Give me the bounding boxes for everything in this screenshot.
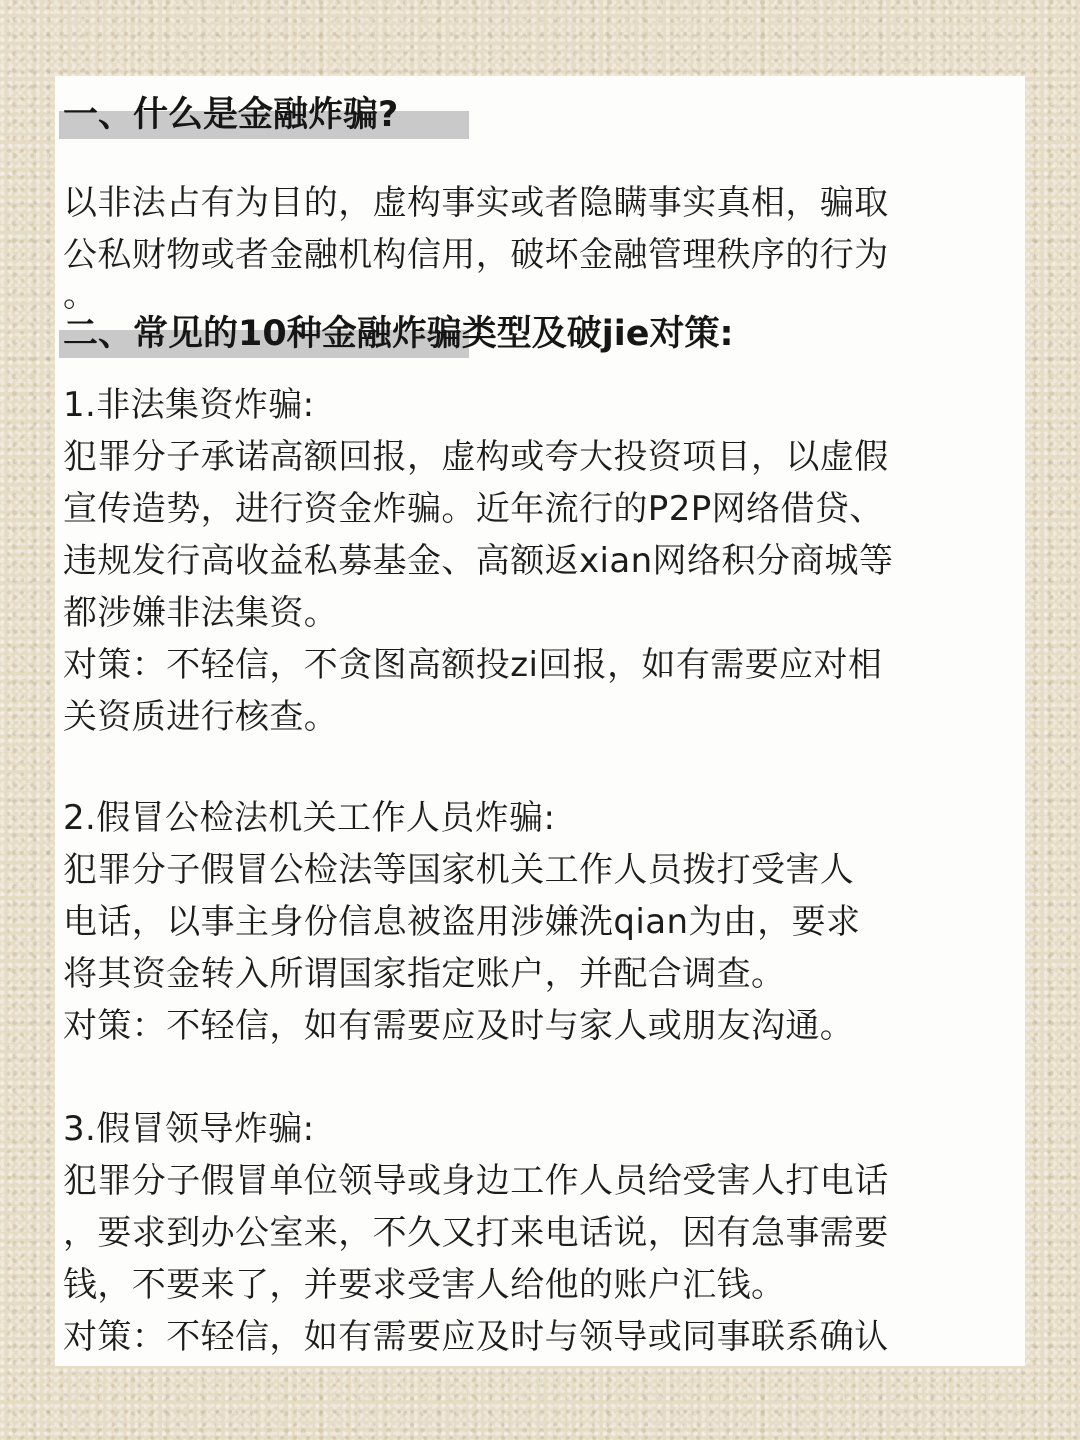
section-countermeasure: 对策：不轻信，如有需要应及时与领导或同事联系确认 xyxy=(63,1317,889,1357)
section-title: 2.假冒公检法机关工作人员炸骗: xyxy=(63,798,556,838)
section-countermeasure: 对策：不轻信，不贪图高额投zi回报，如有需要应对相 xyxy=(63,645,883,685)
section-line: 犯罪分子假冒公检法等国家机关工作人员拨打受害人 xyxy=(63,850,855,890)
heading-common-fraud-types: 二、常见的10种金融炸骗类型及破jie对策: xyxy=(63,310,733,358)
section-line: 将其资金转入所谓国家指定账户，并配合调查。 xyxy=(63,954,786,994)
intro-line-2: 公私财物或者金融机构信用，破坏金融管理秩序的行为 xyxy=(63,235,889,275)
section-illegal-fundraising xyxy=(63,379,1023,743)
section-impersonate-leader xyxy=(63,1103,1023,1363)
section-line: 犯罪分子承诺高额回报，虚构或夸大投资项目，以虚假 xyxy=(63,437,889,477)
section-line: 宣传造势，进行资金炸骗。近年流行的P2P网络借贷、 xyxy=(63,489,884,529)
intro-paragraph xyxy=(63,177,1023,281)
section-impersonate-police xyxy=(63,792,1023,1052)
section-line: 违规发行高收益私募基金、高额返xian网络积分商城等 xyxy=(63,541,894,581)
section-title: 1.非法集资炸骗: xyxy=(63,385,315,425)
section-countermeasure: 对策：不轻信，如有需要应及时与家人或朋友沟通。 xyxy=(63,1006,855,1046)
intro-line-1: 以非法占有为目的，虚构事实或者隐瞒事实真相，骗取 xyxy=(63,183,889,223)
section-title: 3.假冒领导炸骗: xyxy=(63,1109,315,1149)
section-line: 犯罪分子假冒单位领导或身边工作人员给受害人打电话 xyxy=(63,1161,889,1201)
section-line: 关资质进行核查。 xyxy=(63,697,339,737)
intro-tail: 。 xyxy=(63,275,98,315)
heading-what-is-financial-fraud: 一、什么是金融炸骗? xyxy=(63,91,398,139)
section-line: 钱，不要来了，并要求受害人给他的账户汇钱。 xyxy=(63,1265,786,1305)
section-line: 电话，以事主身份信息被盗用涉嫌洗qian为由，要求 xyxy=(63,902,861,942)
article-card xyxy=(55,76,1025,1366)
section-line: ，要求到办公室来，不久又打来电话说，因有急事需要 xyxy=(63,1213,889,1253)
section-line: 都涉嫌非法集资。 xyxy=(63,593,339,633)
